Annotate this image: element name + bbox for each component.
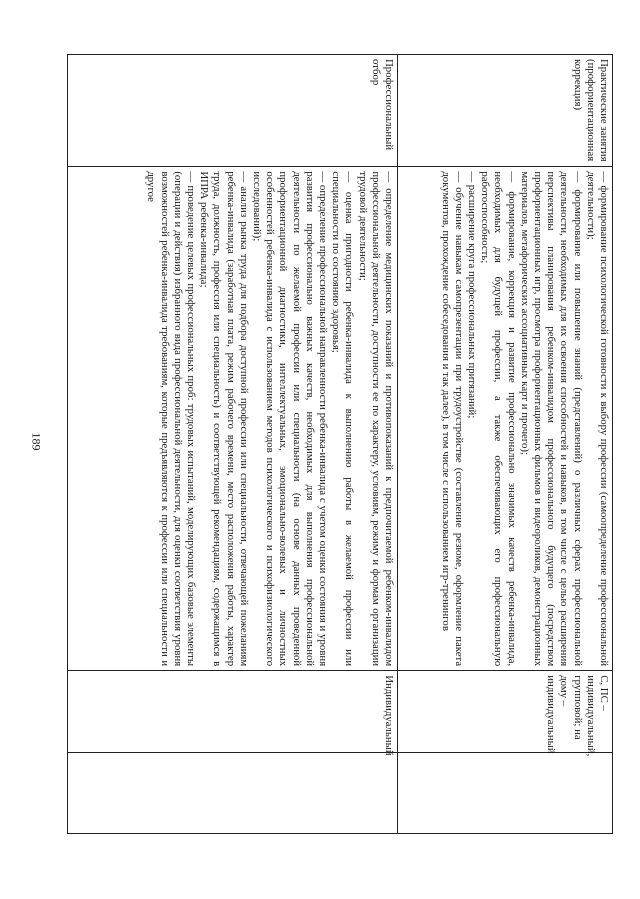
rotated-page-wrapper — [62, 54, 613, 834]
page-number: 189 — [29, 432, 44, 451]
service-form-cell: Индивидуальный — [68, 671, 398, 752]
list-item: — определение медицинских показаний и противопоказаний к предпочитаемой ребенком-инвалидом профессиональной деятельности, доступности ее по характеру, условиям, режиму и формам организации трудовой деятельности; — [356, 171, 395, 667]
service-form-cell: С, ПС – индивидуальный, групповой; на дому – индивидуальный — [398, 671, 613, 752]
rotated-content — [62, 54, 613, 834]
list-item: — определение профессиональной направленности ребенка-инвалида с учетом оценки состояния и уровня развития профессионально важных качеств, необходимых для выполнения профессиональной деятельности по желаемой профессии или специальности (на основе данных проведенной профориентационной диагностики, интеллектуальных, эмоционально-волевых и личностных особенностей ребенка-инвалида с использованием методов психологического и психофизиологического исследований); — [250, 171, 329, 667]
empty-cell — [398, 752, 613, 833]
list-item: — проведение целевых профессиональных проб: трудовых испытаний, моделирующих базовые элементы (операции и действия) избранного вида профессиональной деятельности, для оценки соответствия уровня возможностей ребенка-инвалида требованиям, которые предъявляются к профессии или специальности и другое — [145, 171, 197, 667]
service-content-cell — [398, 167, 613, 671]
empty-cell — [68, 752, 398, 833]
list-item: — формирование психологической готовности к выбору профессии (самоопределение профессиональной деятельности); — [584, 171, 610, 667]
table-row — [398, 55, 613, 834]
service-name-cell: Профессиональный отбор — [68, 55, 398, 167]
list-item: — обучение навыкам самопрезентации при трудоустройстве (составление резюме, оформление пакета документов, прохождение собеседования и так далее), в том числе с использованием игр-тренингов — [439, 171, 465, 667]
table-row — [68, 55, 398, 834]
list-item: — формирование, коррекция и развитие профессионально значимых качеств ребенка-инвалида, необходимых для будущей профессии, а также обеспечивающих его профессиональную работоспособность; — [479, 171, 518, 667]
list-item: — оценка пригодности ребенка-инвалида к выполнению работы в желаемой профессии или специальности по состоянию здоровья; — [330, 171, 356, 667]
list-item: — формирование или повышение знаний (представлений) о различных сферах профессиональной деятельности, необходимых для их освоения способностей и навыков, в том числе с целью расширения перспективы планирования ребенком-инвалидом профессионального будущего (посредством профориентационных игр, просмотра профориентационных фильмов и видеороликов, демонстрационных материалов, метафорических ассоциативных карт и прочего); — [518, 171, 584, 667]
service-name-cell: Практические занятия (профориентационная коррекция) — [398, 55, 613, 167]
service-content-cell — [68, 167, 398, 671]
list-item: — анализ рынка труда для подбора доступной профессии или специальности, отвечающей пожеланиям ребенка-инвалида (заработная плата, режим рабочего времени, место расположения работы, характер труда, должность, профессия или специальность) и соответствующей рекомендациям, содержащимся в ИПРА ребенка-инвалида; — [198, 171, 250, 667]
list-item: — расширение круга профессиональных притязаний; — [465, 171, 478, 419]
services-table — [67, 54, 613, 834]
